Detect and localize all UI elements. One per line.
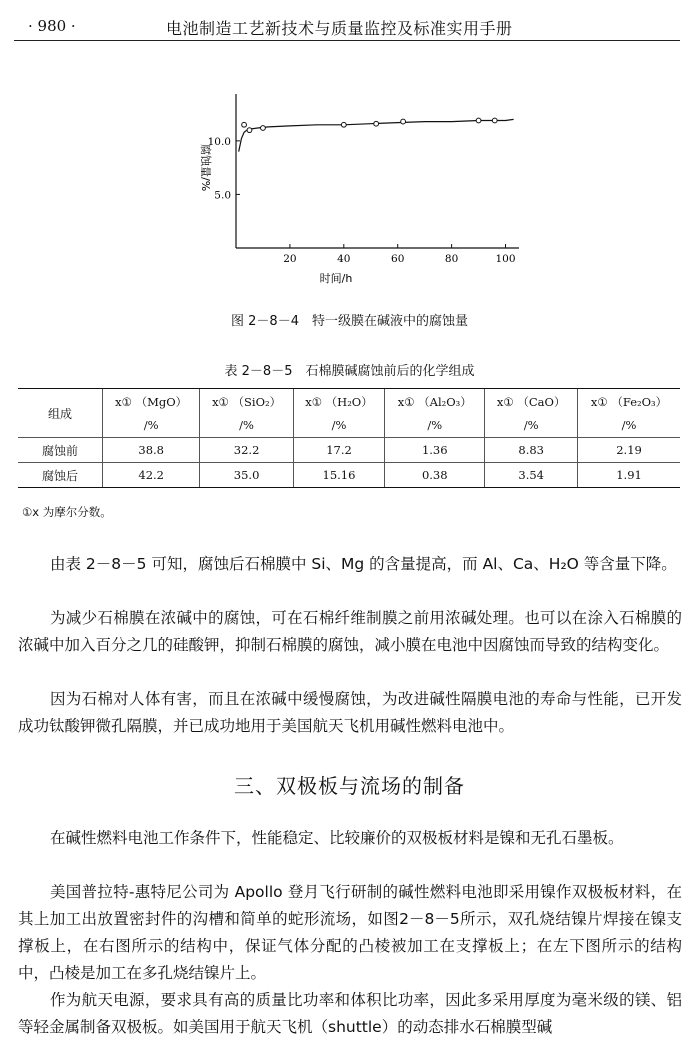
data-point bbox=[492, 118, 497, 123]
y-tick-label: 5.0 bbox=[214, 189, 231, 202]
header-mgo bbox=[103, 389, 200, 438]
book-title: 电池制造工艺新技术与质量监控及标准实用手册 bbox=[166, 19, 513, 38]
table-cell: 1.36 bbox=[385, 438, 485, 463]
header-unit: /% bbox=[143, 418, 159, 432]
table-row bbox=[18, 463, 680, 488]
x-tick-label: 100 bbox=[495, 253, 516, 265]
table-cell: 0.38 bbox=[385, 463, 485, 488]
paragraph-1: 由表 2－8－5 可知，腐蚀后石棉膜中 Si、Mg 的含量提高，而 Al、Ca、H₂O 等含量下降。 bbox=[50, 555, 677, 573]
table-caption: 表 2－8－5 石棉膜碱腐蚀前后的化学组成 bbox=[224, 364, 475, 379]
x-tick-label: 40 bbox=[337, 253, 351, 265]
table-cell: 15.16 bbox=[293, 463, 384, 488]
header-name: x① （Fe₂O₃） bbox=[590, 395, 668, 409]
corrosion-chart bbox=[180, 92, 520, 292]
page-header bbox=[14, 14, 680, 41]
table-cell: 42.2 bbox=[103, 463, 200, 488]
header-h2o bbox=[293, 389, 384, 438]
header-cao bbox=[485, 389, 578, 438]
header-unit: /% bbox=[621, 418, 637, 432]
table-cell: 17.2 bbox=[293, 438, 384, 463]
x-tick-label: 60 bbox=[391, 253, 405, 265]
paragraph-5: 美国普拉特-惠特尼公司为 Apollo 登月飞行研制的碱性燃料电池即采用镍作双极板材料，在其上加工出放置密封件的沟槽和简单的蛇形流场，如图2－8－5所示，双孔烧结镍片焊接在镍支撑板上，在右图所示的结构中，保证气体分配的凸棱被加工在支撑板上；在左下图所示的结构中，凸棱是加工在多孔烧结镍片上。 bbox=[18, 883, 682, 982]
header-al2o3 bbox=[385, 389, 485, 438]
data-point bbox=[247, 128, 252, 133]
x-tick-label: 80 bbox=[444, 253, 459, 265]
table-cell: 3.54 bbox=[485, 463, 578, 488]
table-cell: 2.19 bbox=[578, 438, 680, 463]
table-row bbox=[18, 438, 680, 463]
paragraph-3: 因为石棉对人体有害，而且在浓碱中缓慢腐蚀，为改进碱性隔膜电池的寿命与性能，已开发成功钛酸钾微孔隔膜，并已成功地用于美国航天飞机用碱性燃料电池中。 bbox=[18, 690, 682, 735]
data-point bbox=[341, 122, 346, 127]
composition-table bbox=[18, 388, 680, 488]
paragraph-2: 为减少石棉膜在浓碱中的腐蚀，可在石棉纤维制膜之前用浓碱处理。也可以在涂入石棉膜的浓碱中加入百分之几的硅酸钾，抑制石棉膜的腐蚀，减小膜在电池中因腐蚀而导致的结构变化。 bbox=[18, 609, 682, 654]
paragraph-6: 作为航天电源，要求具有高的质量比功率和体积比功率，因此多采用厚度为毫米级的镁、铝等轻金属制备双极板。如美国用于航天飞机（shuttle）的动态排水石棉膜型碱 bbox=[18, 991, 682, 1036]
header-unit: /% bbox=[331, 418, 347, 432]
table-cell: 32.2 bbox=[200, 438, 293, 463]
row-label: 腐蚀后 bbox=[18, 463, 103, 488]
data-point bbox=[242, 122, 247, 127]
y-axis-label: 腐蚀量/% bbox=[199, 144, 212, 192]
header-fe2o3 bbox=[578, 389, 680, 438]
data-point bbox=[374, 121, 379, 126]
header-name: x① （SiO₂） bbox=[212, 395, 282, 409]
row-label: 腐蚀前 bbox=[41, 443, 78, 458]
header-name: x① （Al₂O₃） bbox=[397, 395, 472, 409]
page-number: · 980 · bbox=[28, 17, 76, 35]
section-heading: 三、双极板与流场的制备 bbox=[234, 774, 465, 798]
table-cell: 1.91 bbox=[578, 463, 680, 488]
data-point bbox=[261, 126, 266, 131]
data-point bbox=[476, 118, 481, 123]
header-unit: /% bbox=[523, 418, 539, 432]
header-sio2 bbox=[200, 389, 293, 438]
chart-series bbox=[239, 118, 514, 152]
data-point bbox=[401, 119, 406, 124]
header-name: x① （MgO） bbox=[115, 395, 188, 409]
header-composition: 组成 bbox=[18, 389, 103, 438]
header-name: x① （CaO） bbox=[496, 395, 566, 409]
figure-caption: 图 2－8－4 特一级膜在碱液中的腐蚀量 bbox=[231, 314, 468, 329]
header-name: x① （H₂O） bbox=[305, 395, 373, 409]
chart-axes bbox=[199, 94, 519, 285]
x-axis-label: 时间/h bbox=[319, 272, 353, 285]
paragraph-4: 在碱性燃料电池工作条件下，性能稳定、比较廉价的双极板材料是镍和无孔石墨板。 bbox=[50, 829, 624, 847]
table-footnote: ①x 为摩尔分数。 bbox=[22, 505, 112, 519]
x-tick-label: 20 bbox=[283, 253, 297, 265]
header-unit: /% bbox=[239, 418, 254, 432]
y-tick-label: 10.0 bbox=[207, 135, 231, 148]
table-cell: 35.0 bbox=[200, 463, 293, 488]
header-unit: /% bbox=[427, 418, 443, 432]
table-header-row bbox=[18, 389, 680, 438]
table-cell: 8.83 bbox=[485, 438, 578, 463]
table-cell: 38.8 bbox=[103, 438, 200, 463]
